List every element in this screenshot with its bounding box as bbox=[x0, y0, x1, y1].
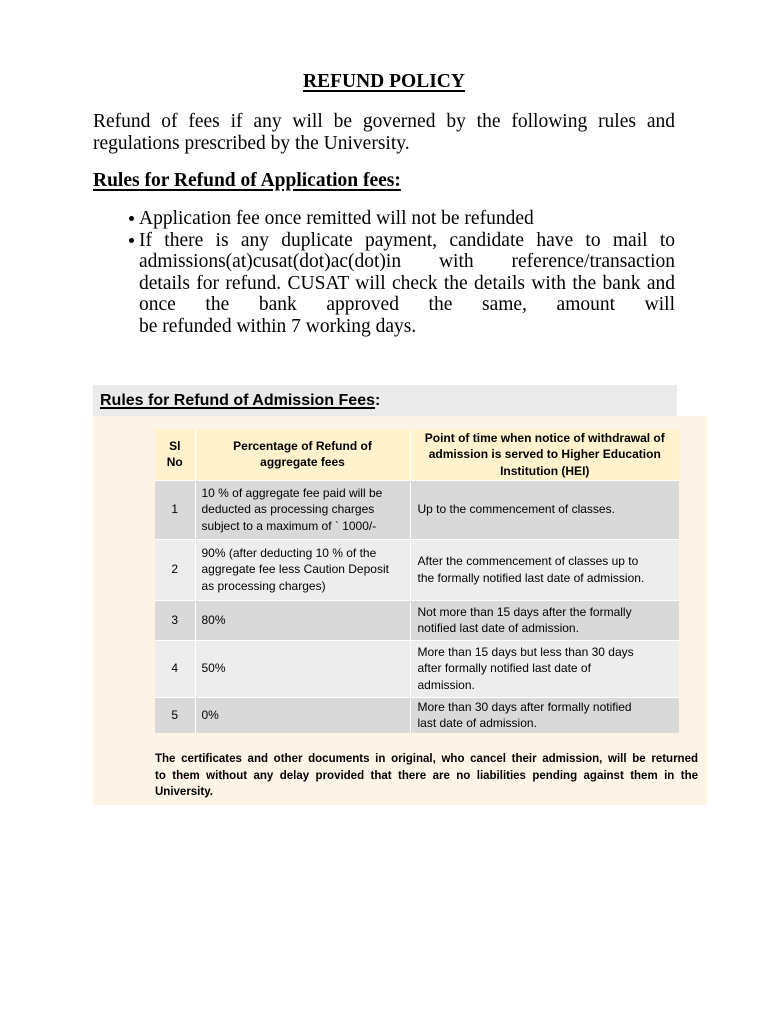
cell-line: More than 30 days after formally notified bbox=[417, 699, 632, 714]
admission-fees-heading: Rules for Refund of Admission Fees bbox=[100, 392, 375, 409]
table-row bbox=[155, 480, 679, 539]
list-item-line: details for refund. CUSAT will check the details with the bank and bbox=[139, 272, 675, 294]
sl-cell: 3 bbox=[155, 600, 195, 640]
cell-line: last date of admission. bbox=[417, 716, 537, 731]
cell-line: deducted as processing charges bbox=[201, 502, 375, 517]
header-line: Percentage of Refund of bbox=[233, 438, 372, 453]
page-title-text: REFUND POLICY bbox=[303, 71, 465, 92]
bullet-icon bbox=[129, 238, 134, 243]
cell-line: Not more than 15 days after the formally bbox=[417, 604, 632, 619]
cell-line: the formally notified last date of admission. bbox=[417, 570, 645, 585]
intro-line: regulations prescribed by the University. bbox=[93, 132, 410, 154]
table-row bbox=[155, 640, 679, 697]
cell-line: After the commencement of classes up to bbox=[417, 554, 639, 568]
timing-cell bbox=[410, 640, 679, 697]
percentage-cell bbox=[195, 539, 410, 600]
admission-refund-table bbox=[155, 429, 679, 733]
table-header-row bbox=[155, 429, 679, 480]
cell-line: aggregate fee less Caution Deposit bbox=[201, 562, 389, 577]
header-line: aggregate fees bbox=[260, 455, 345, 470]
sl-cell: 5 bbox=[155, 697, 195, 733]
note-line: The certificates and other documents in original, who cancel their admission, will be returned bbox=[155, 753, 698, 765]
percentage-cell bbox=[195, 480, 410, 539]
list-item-line: once the bank approved the same, amount will bbox=[139, 294, 675, 316]
admission-fees-heading-colon: : bbox=[375, 392, 381, 409]
list-item-line: Application fee once remitted will not be refunded bbox=[139, 208, 534, 229]
note-line: to them without any delay provided that there are no liabilities pending against them in the bbox=[155, 769, 698, 782]
list-item bbox=[139, 230, 675, 338]
sl-cell: 4 bbox=[155, 640, 195, 697]
header-line: Point of time when notice of withdrawal of bbox=[424, 430, 665, 445]
percentage-cell bbox=[195, 697, 410, 733]
table-header-timing bbox=[410, 429, 679, 480]
header-line: Sl bbox=[169, 438, 181, 453]
table-header-percentage bbox=[195, 429, 410, 480]
cell-line: 50% bbox=[201, 661, 226, 676]
list-item-line: If there is any duplicate payment, candidate have to mail to bbox=[139, 229, 675, 251]
table-row bbox=[155, 600, 679, 640]
intro-paragraph bbox=[93, 111, 675, 154]
cell-line: admission. bbox=[417, 677, 475, 692]
header-line: admission is served to Higher Education bbox=[428, 447, 661, 461]
percentage-cell bbox=[195, 600, 410, 640]
note-line: University. bbox=[155, 786, 213, 798]
header-line: No bbox=[166, 455, 183, 470]
page-title bbox=[0, 70, 768, 94]
table-header-sl bbox=[155, 429, 195, 480]
list-item-line: admissions(at)cusat(dot)ac(dot)in with reference/transaction bbox=[139, 251, 675, 273]
application-fees-rules-list bbox=[139, 208, 675, 338]
cell-line: 90% (after deducting 10 % of the bbox=[201, 545, 377, 560]
percentage-cell bbox=[195, 640, 410, 697]
cell-line: after formally notified last date of bbox=[417, 661, 591, 676]
list-item bbox=[139, 208, 675, 230]
timing-cell bbox=[410, 600, 679, 640]
timing-cell bbox=[410, 697, 679, 733]
cell-line: 10 % of aggregate fee paid will be bbox=[201, 485, 383, 500]
cell-line: notified last date of admission. bbox=[417, 621, 579, 635]
cell-line: 80% bbox=[201, 612, 226, 627]
cell-line: 0% bbox=[201, 708, 219, 722]
cell-line: Up to the commencement of classes. bbox=[417, 502, 615, 517]
cell-line: as processing charges) bbox=[201, 578, 326, 593]
cell-line: subject to a maximum of ` 1000/- bbox=[201, 518, 377, 533]
cell-line: More than 15 days but less than 30 days bbox=[417, 644, 634, 659]
header-line: Institution (HEI) bbox=[500, 463, 590, 478]
certificates-note bbox=[155, 751, 698, 801]
sl-cell: 2 bbox=[155, 539, 195, 600]
list-item-line: be refunded within 7 working days. bbox=[139, 315, 417, 337]
bullet-icon bbox=[129, 216, 134, 221]
intro-line: Refund of fees if any will be governed by the following rules and bbox=[93, 111, 675, 132]
table-row bbox=[155, 539, 679, 600]
timing-cell bbox=[410, 480, 679, 539]
sl-cell: 1 bbox=[155, 480, 195, 539]
timing-cell bbox=[410, 539, 679, 600]
admission-fees-heading-band bbox=[93, 385, 677, 416]
table-row bbox=[155, 697, 679, 733]
application-fees-heading: Rules for Refund of Application fees: bbox=[93, 170, 401, 191]
